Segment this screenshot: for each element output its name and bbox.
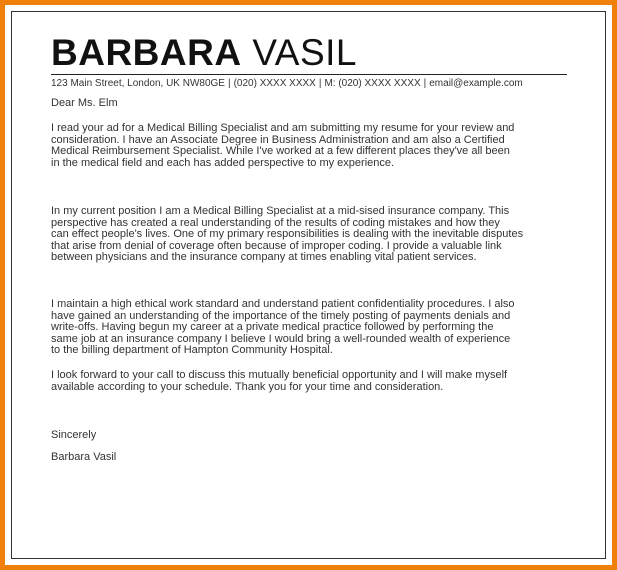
paragraph-line: in the medical field and each has added perspective to my experience. xyxy=(51,156,395,169)
paragraph-line: that arise from denial of coverage often because of improper coding. I provide a valuable link xyxy=(51,239,502,252)
paragraph xyxy=(51,299,567,357)
contact-phone: (020) XXXX XXXX xyxy=(233,78,316,89)
last-name: VASIL xyxy=(252,32,357,73)
paragraph-line: between physicians and the insurance company at times enabling vital patient services. xyxy=(51,251,477,263)
contact-email: email@example.com xyxy=(429,78,523,89)
paragraph-line: write-offs. Having begun my career at a private medical practice followed by performing the xyxy=(51,321,494,333)
paragraph-line: I read your ad for a Medical Billing Specialist and am submitting my resume for your review and xyxy=(51,122,515,134)
paragraph xyxy=(51,123,567,169)
signature-name: Barbara Vasil xyxy=(51,451,117,463)
contact-address: 123 Main Street, London, UK NW80GE xyxy=(51,78,225,89)
closing: Sincerely xyxy=(51,429,97,441)
paragraph-line: can effect people's lives. One of my primary responsibilities is dealing with the inevitable disputes xyxy=(51,228,524,240)
paragraph-line: available according to your schedule. Thank you for your time and consideration. xyxy=(51,380,444,393)
paragraph xyxy=(51,206,567,264)
first-name: BARBARA xyxy=(51,32,242,73)
paragraph-line: perspective has created a real understanding of the results of coding mistakes and how they xyxy=(51,216,500,229)
paragraph-line: I look forward to your call to discuss this mutually beneficial opportunity and I will make myself xyxy=(51,369,508,381)
contact-separator: | xyxy=(227,78,231,89)
salutation: Dear Ms. Elm xyxy=(51,97,118,109)
paragraph-line: same job at an insurance company I believe I would bring a well-rounded wealth of experience xyxy=(51,332,511,345)
contact-line xyxy=(51,77,523,90)
contact-mobile: M: (020) XXXX XXXX xyxy=(324,78,421,89)
paragraph-line: Medical Reimbursement Specialist. While I've worked at a few different places they've all been xyxy=(51,145,510,157)
paragraph-line: I maintain a high ethical work standard and understand patient confidentiality procedures. I also xyxy=(51,298,515,310)
paragraph-line: In my current position I am a Medical Billing Specialist at a mid-sised insurance company. This xyxy=(51,205,510,217)
contact-separator: | xyxy=(318,78,322,89)
paragraph-line: have gained an understanding of the importance of the timely posting of payments denials and xyxy=(51,309,511,322)
applicant-name xyxy=(51,33,357,73)
paragraph-line: consideration. I have an Associate Degree in Business Administration and am also a Certified xyxy=(51,133,505,146)
contact-separator: | xyxy=(423,78,427,89)
header-divider xyxy=(51,74,567,75)
paragraph xyxy=(51,370,567,393)
paragraph-line: to the billing department of Hampton Community Hospital. xyxy=(51,344,333,356)
